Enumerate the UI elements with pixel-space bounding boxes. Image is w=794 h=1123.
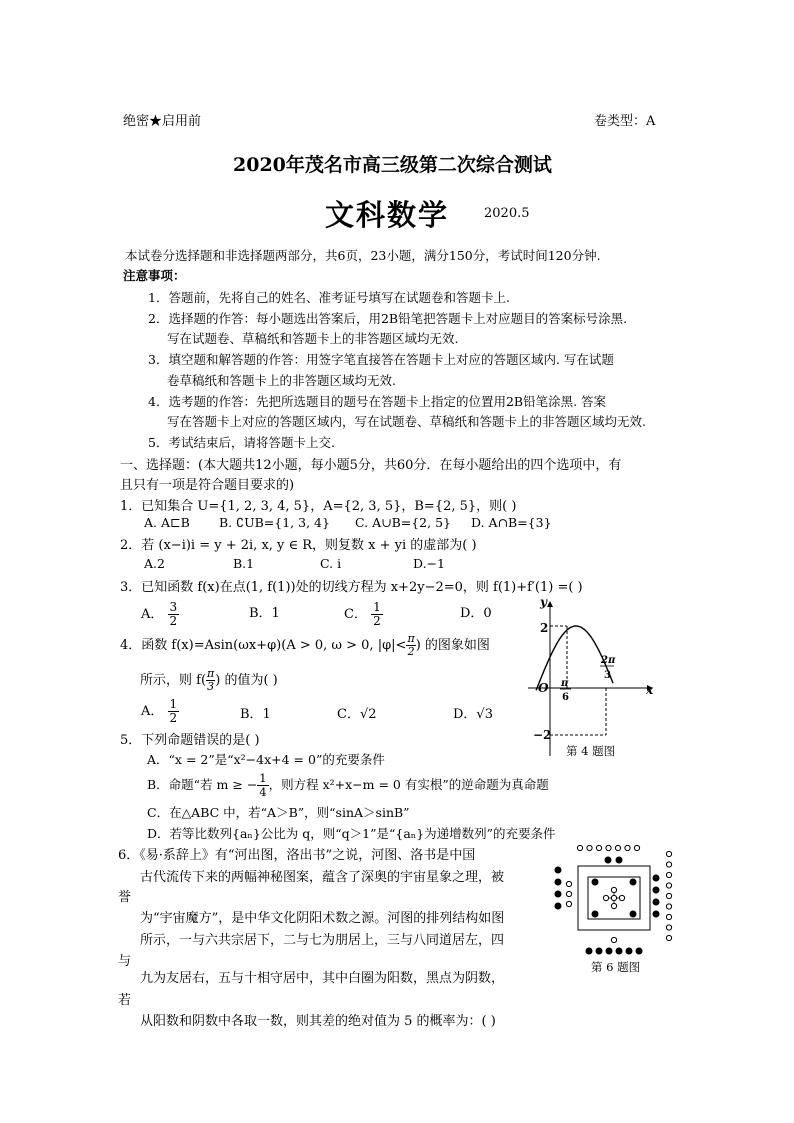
yin-dot <box>636 948 642 954</box>
fraction: $\frac{\pi}{2}$ <box>407 632 415 658</box>
yang-dot <box>611 887 616 892</box>
y-tick-min-label: −2 <box>533 728 552 742</box>
question-3-stem: 3．已知函数 f(x)在点(1, f(1))处的切线方程为 x+2y−2=0，则 f(1)+f′(1) =( ) <box>120 580 583 595</box>
yang-dot <box>603 895 608 900</box>
question-5-stem: 5．下列命题错误的是( ) <box>120 733 260 748</box>
exam-subject: 文科数学 <box>325 198 450 232</box>
notice-line: 5．考试结束后，请将答题卡上交. <box>148 435 335 450</box>
question-5-option-d: D．若等比数列{aₙ}公比为 q，则“q＞1”是“{aₙ}为递增数列”的充要条件 <box>147 826 556 841</box>
question-6-line: 九为友居右，五与十相守居中，其中白圈为阳数，黑点为阴数， <box>140 971 505 986</box>
question-3-option-a <box>141 601 179 628</box>
yin-dot <box>616 857 622 863</box>
question-4-option-d: D．√3 <box>453 707 493 722</box>
hetu-dots <box>555 845 672 954</box>
question-1-option-b: B. ∁UB={1, 3, 4} <box>219 515 330 530</box>
yin-dot <box>605 857 611 863</box>
figure-6-hetu-diagram <box>548 840 678 955</box>
question-2-option-c: C. i <box>320 556 342 571</box>
fraction: $\frac{3}{2}$ <box>169 600 178 628</box>
yang-dot <box>625 845 630 850</box>
origin-label: O <box>538 681 549 695</box>
yin-dot <box>630 911 636 917</box>
paper-type-label: 卷类型：A <box>594 114 656 129</box>
yang-dot <box>577 845 582 850</box>
question-3-option-d: D．0 <box>460 606 492 621</box>
question-6-line: 为“宇宙魔方”，是中华文化阴阳术数之源。河图的排列结构如图 <box>140 911 505 926</box>
notice-line: 3．填空题和解答题的作答：用签字笔直接答在答题卡上对应的答题区域内. 写在试题 <box>148 352 614 367</box>
yin-dot <box>653 875 659 881</box>
question-1-option-c: C. A∪B={2, 5} <box>355 515 451 530</box>
question-2-stem: 2．若 (x−i)i = y + 2i, x, y ∈ R，则复数 x + yi 的虚部为( ) <box>120 538 477 553</box>
figure-6-caption: 第 6 题图 <box>591 960 641 974</box>
yin-dot <box>616 948 622 954</box>
exam-date: 2020.5 <box>484 206 530 221</box>
yin-dot <box>592 879 598 885</box>
yang-dot <box>611 937 616 942</box>
notice-line: 2．选择题的作答：每小题选出答案后，用2B铅笔把答题卡上对应题目的答案标号涂黑. <box>148 311 628 326</box>
question-5-option-c: C．在△ABC 中，若“A＞B”，则“sinA＞sinB” <box>147 805 410 820</box>
notice-line: 卷草稿纸和答题卡上的非答题区域均无效. <box>167 373 396 388</box>
yang-dot <box>596 845 601 850</box>
yin-dot <box>630 879 636 885</box>
yin-dot <box>592 911 598 917</box>
question-4-stem-cont: 所示，则 f( $\frac{\pi}{3}$ ) 的值为( ) <box>140 667 278 693</box>
yin-dot <box>555 867 561 873</box>
yang-dot <box>666 904 671 909</box>
notice-line: 写在答题卡上对应的答题区域内，写在试题卷、草稿纸和答题卡上的非答题区域均无效. <box>167 414 646 429</box>
section-heading: 一、选择题：(本大题共12小题，每小题5分，共60分．在每小题给出的四个选项中，有 <box>120 458 622 473</box>
option-letter: A． <box>141 607 164 622</box>
y-tick-max-label: 2 <box>540 621 549 635</box>
yin-dot <box>555 903 561 909</box>
yin-dot <box>596 948 602 954</box>
question-3-option-c <box>344 601 383 628</box>
yin-dot <box>653 887 659 893</box>
yang-dot <box>666 893 671 898</box>
question-4-option-c: C．√2 <box>337 707 377 722</box>
yin-dot <box>586 948 592 954</box>
question-3-option-b: B．1 <box>249 606 280 621</box>
question-6-line: 誉 <box>118 890 132 905</box>
yang-dot <box>587 845 592 850</box>
x-axis-label: x <box>646 683 654 697</box>
section-heading-cont: 且只有一项是符合题目要求的) <box>120 478 295 493</box>
yin-dot <box>555 891 561 897</box>
question-2-option-a: A.2 <box>144 556 165 571</box>
figure-4-caption: 第 4 题图 <box>566 744 616 758</box>
fraction: $\frac{\pi}{3}$ <box>207 667 215 693</box>
question-1-option-d: D. A∩B={3} <box>471 515 552 530</box>
yin-dot <box>606 948 612 954</box>
yang-dot <box>666 935 671 940</box>
question-6-line: 古代流传下来的两幅神秘图案，蕴含了深奥的宇宙星象之理，被 <box>140 870 505 885</box>
fraction: $\frac{1}{4}$ <box>259 771 267 799</box>
yin-dot <box>653 899 659 905</box>
yang-dot <box>611 895 616 900</box>
yin-dot <box>653 911 659 917</box>
question-2-option-d: D.−1 <box>413 556 445 571</box>
yang-dot <box>666 883 671 888</box>
question-2-option-b: B.1 <box>233 556 255 571</box>
question-5-option-b: B．命题“若 m ≥ − $\frac{1}{4}$ ，则方程 x²+x−m = 0 有实根”的逆命题为真命题 <box>147 771 549 799</box>
notices-heading: 注意事项： <box>123 268 186 283</box>
yin-dot <box>626 948 632 954</box>
yang-dot <box>566 891 571 896</box>
fraction: $\frac{1}{2}$ <box>373 600 381 628</box>
x-tick-2-num: 2π <box>601 655 616 666</box>
notice-line: 4．选考题的作答：先把所选题目的题号在答题卡上指定的位置用2B铅笔涂黑. 答案 <box>148 394 607 409</box>
exam-intro: 本试卷分选择题和非选择题两部分，共6页，23小题，满分150分，考试时间120分钟. <box>125 248 601 263</box>
question-1-option-a: A. A⊏B <box>144 515 190 530</box>
yang-dot <box>611 903 616 908</box>
question-1-stem: 1．已知集合 U={1, 2, 3, 4, 5}，A={2, 3, 5}，B={2, 5}，则( ) <box>120 499 517 514</box>
question-6-line: 从阳数和阴数中各取一数，则其差的绝对值为 5 的概率为：( ) <box>140 1014 496 1029</box>
yang-dot <box>666 851 671 856</box>
x-tick-2-den: 3 <box>604 670 611 681</box>
x-tick-1-den: 6 <box>562 692 569 703</box>
question-5-option-a: A．“x = 2”是“x²−4x+4 = 0”的充要条件 <box>147 752 385 767</box>
yang-dot <box>566 901 571 906</box>
yang-dot <box>666 862 671 867</box>
yang-dot <box>666 914 671 919</box>
yang-dot <box>666 925 671 930</box>
notice-line: 写在试题卷、草稿纸和答题卡上的非答题区域均无效. <box>167 331 459 346</box>
yang-dot <box>606 845 611 850</box>
yang-dot <box>634 845 639 850</box>
question-6-line: 若 <box>118 993 132 1008</box>
y-axis-label: y <box>540 595 547 609</box>
yang-dot <box>615 845 620 850</box>
exam-title: 2020年茂名市高三级第二次综合测试 <box>233 154 552 176</box>
yang-dot <box>619 895 624 900</box>
fraction: $\frac{1}{2}$ <box>169 697 178 725</box>
confidential-label: 绝密★启用前 <box>123 114 202 129</box>
notice-line: 1．答题前，先将自己的姓名、准考证号填写在试题卷和答题卡上. <box>148 290 510 305</box>
option-letter: C． <box>344 607 367 622</box>
figure-4-graph <box>520 592 660 764</box>
question-4-option-b: B．1 <box>240 707 271 722</box>
question-6-line: 所示，一与六共宗居下，二与七为朋居上，三与八同道居左，四 <box>140 933 505 948</box>
question-4-stem: 4．函数 f(x)=Asin(ωx+φ)(A > 0, ω > 0, |φ|< $\frac{\pi}{2}$ ) 的图象如图 <box>120 632 490 658</box>
question-6-line: 与 <box>118 954 132 969</box>
x-tick-1-num: π <box>561 678 569 689</box>
yin-dot <box>555 879 561 885</box>
yang-dot <box>666 872 671 877</box>
yang-dot <box>566 881 571 886</box>
question-6-line: 6．《易·系辞上》有“河出图，洛出书”之说，河图、洛书是中国 <box>118 848 476 863</box>
question-4-option-a: A． $\frac{1}{2}$ <box>141 697 178 725</box>
